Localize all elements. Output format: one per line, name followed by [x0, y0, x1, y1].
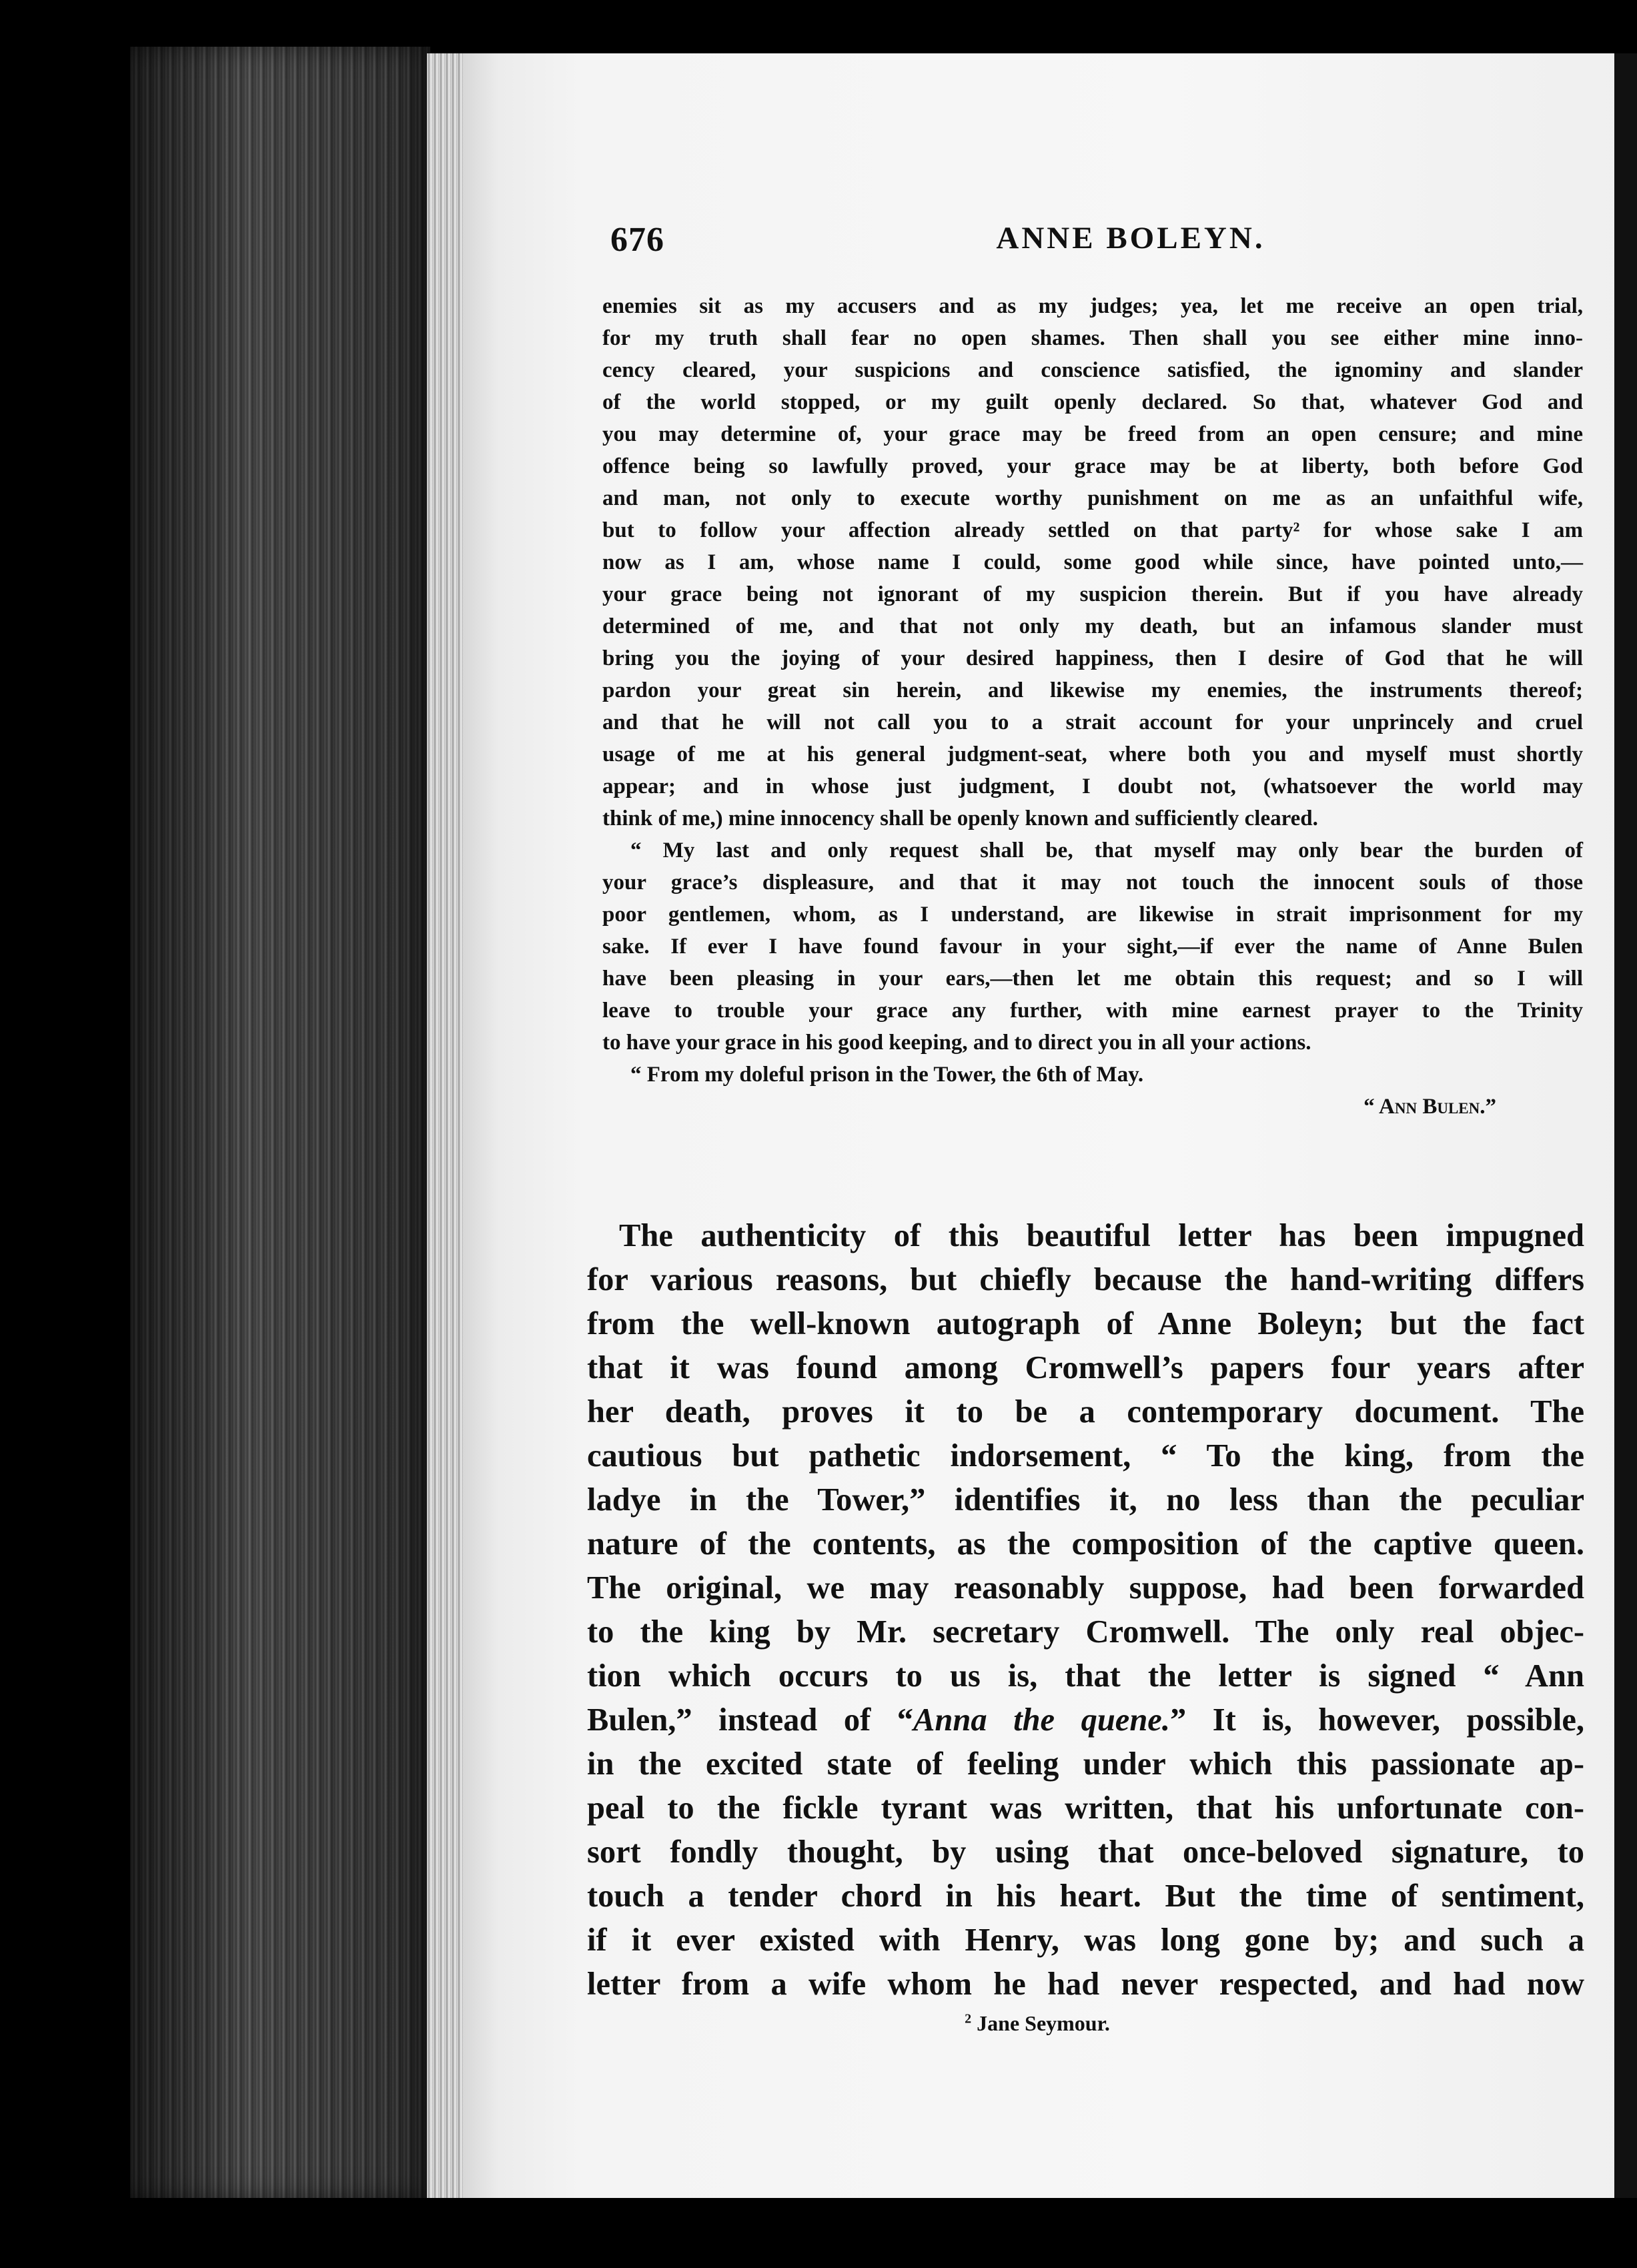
letter-line: your grace being not ignorant of my suspicion therein. But if you have already	[602, 582, 1583, 606]
body-line: to the king by Mr. secretary Cromwell. The only real objec-	[587, 1614, 1584, 1650]
letter-line: and man, not only to execute worthy punishment on me as an unfaithful wife,	[602, 486, 1583, 510]
body-line: letter from a wife whom he had never respected, and had now	[587, 1966, 1584, 2002]
body-line: that it was found among Cromwell’s papers four years after	[587, 1350, 1584, 1385]
letter-line: sake. If ever I have found favour in your sight,—if ever the name of Anne Bulen	[602, 935, 1583, 959]
letter-line: bring you the joying of your desired happiness, then I desire of God that he will	[602, 646, 1583, 670]
letter-line: pardon your great sin herein, and likewise my enemies, the instruments thereof;	[602, 678, 1583, 702]
letter-line: you may determine of, your grace may be freed from an open censure; and mine	[602, 422, 1583, 446]
body-line: in the excited state of feeling under which this passionate ap-	[587, 1746, 1584, 1782]
letter-line: offence being so lawfully proved, your grace may be at liberty, both before God	[602, 454, 1583, 478]
quoted-signature-italic: Anna the quene.	[913, 1702, 1170, 1738]
body-line-part: ” It is, however, possible,	[1169, 1702, 1584, 1738]
running-head	[610, 220, 1637, 280]
letter-line: think of me,) mine innocency shall be openly known and sufficiently cleared.	[602, 806, 1318, 830]
letter-line: usage of me at his general judgment-seat, where both you and myself must shortly	[602, 742, 1583, 766]
letter-line: to have your grace in his good keeping, and to direct you in all your actions.	[602, 1031, 1311, 1055]
letter-line: your grace’s displeasure, and that it may not touch the innocent souls of those	[602, 871, 1583, 895]
footnote-text: Jane Seymour.	[977, 2011, 1110, 2035]
body-line: tion which occurs to us is, that the letter is signed “ Ann	[587, 1658, 1584, 1694]
body-line-part: Bulen,” instead of “	[587, 1702, 914, 1738]
letter-line: now as I am, whose name I could, some good while since, have pointed unto,—	[602, 550, 1583, 574]
body-line	[587, 1698, 1584, 1742]
letter-line: appear; and in whose just judgment, I doubt not, (whatsoever the world may	[602, 774, 1583, 798]
footnote-marker: 2	[965, 2011, 972, 2027]
body-line: cautious but pathetic indorsement, “ To the king, from the	[587, 1438, 1584, 1474]
letter-dateline: “ From my doleful prison in the Tower, the 6th of May.	[630, 1063, 1144, 1087]
letter-line: for my truth shall fear no open shames. Then shall you see either mine inno-	[602, 326, 1583, 350]
letter-line: and that he will not call you to a strait account for your unprincely and cruel	[602, 710, 1583, 734]
body-text-block	[587, 1214, 1584, 2007]
body-line: if it ever existed with Henry, was long gone by; and such a	[587, 1922, 1584, 1958]
body-line: The authenticity of this beautiful letter has been impugned	[619, 1218, 1584, 1253]
body-line: nature of the contents, as the composition of the captive queen.	[587, 1526, 1584, 1562]
letter-line: leave to trouble your grace any further, with mine earnest prayer to the Trinity	[602, 999, 1583, 1023]
body-line: from the well-known autograph of Anne Boleyn; but the fact	[587, 1306, 1584, 1341]
book-page	[464, 53, 1634, 2198]
scan-border	[1614, 53, 1637, 2198]
letter-line: enemies sit as my accusers and as my judges; yea, let me receive an open trial,	[602, 294, 1583, 318]
running-title: ANNE BOLEYN.	[996, 221, 1265, 255]
body-line: ladye in the Tower,” identifies it, no less than the peculiar	[587, 1482, 1584, 1518]
letter-line: poor gentlemen, whom, as I understand, are likewise in strait imprisonment for my	[602, 903, 1583, 927]
page-gutter	[427, 53, 467, 2198]
letter-line: of the world stopped, or my guilt openly declared. So that, whatever God and	[602, 390, 1583, 414]
letter-text-block	[602, 290, 1583, 1123]
body-line: peal to the fickle tyrant was written, that his unfortunate con-	[587, 1790, 1584, 1826]
letter-line: have been pleasing in your ears,—then let me obtain this request; and so I will	[602, 967, 1583, 991]
body-line: The original, we may reasonably suppose, had been forwarded	[587, 1570, 1584, 1606]
letter-line: cency cleared, your suspicions and conscience satisfied, the ignominy and slander	[602, 358, 1583, 382]
body-line: touch a tender chord in his heart. But the time of sentiment,	[587, 1878, 1584, 1914]
letter-line: but to follow your affection already settled on that party² for whose sake I am	[602, 518, 1583, 542]
page-number: 676	[610, 221, 664, 259]
body-line: for various reasons, but chiefly because the hand-writing differs	[587, 1262, 1584, 1297]
letter-signature: “ Ann Bulen.”	[1363, 1095, 1496, 1119]
book-fore-edge	[130, 47, 430, 2198]
letter-line: “ My last and only request shall be, that myself may only bear the burden of	[630, 838, 1583, 863]
body-line: her death, proves it to be a contemporary document. The	[587, 1394, 1584, 1430]
footnote	[464, 2011, 1611, 2036]
letter-line: determined of me, and that not only my death, but an infamous slander must	[602, 614, 1583, 638]
body-line: sort fondly thought, by using that once-beloved signature, to	[587, 1834, 1584, 1870]
